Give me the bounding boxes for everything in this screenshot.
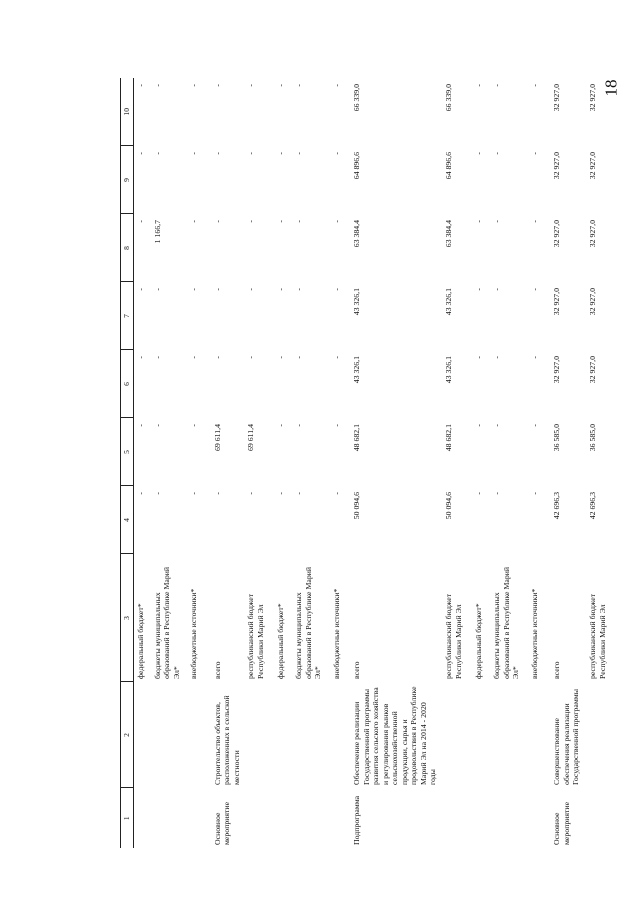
value-cell: - [294, 288, 303, 291]
value-cell: 50 094,6 [352, 492, 361, 520]
funding-source-cell: внебюджетные источники* [530, 588, 539, 679]
row-description-cell [586, 682, 616, 788]
table-row [292, 78, 330, 848]
row-category-cell: Основное мероприятие [212, 801, 231, 845]
funding-source-cell: федеральный бюджет* [474, 603, 483, 679]
value-cell: 32 927,0 [588, 84, 597, 112]
value-cell: - [492, 424, 501, 427]
column-header: 5 [121, 418, 134, 486]
value-cell: - [332, 220, 341, 223]
page-number: 18 [601, 79, 621, 97]
row-category-cell [274, 788, 292, 848]
value-cell: 64 896,6 [352, 152, 361, 180]
value-cell: - [136, 288, 145, 291]
funding-table [120, 78, 616, 848]
value-cell: - [294, 152, 303, 155]
value-cell: 50 094,6 [444, 492, 453, 520]
value-cell: - [474, 220, 483, 223]
value-cell: - [530, 220, 539, 223]
value-cell: - [492, 220, 501, 223]
table-row [490, 78, 528, 848]
value-cell: 48 682,1 [352, 424, 361, 452]
value-cell: - [188, 424, 198, 427]
value-cell: - [276, 84, 285, 87]
table-row [151, 78, 187, 848]
value-cell: 43 326,1 [444, 356, 453, 384]
value-cell: 32 927,0 [552, 152, 561, 180]
value-cell: - [136, 84, 145, 87]
table-row [528, 78, 550, 848]
row-category-cell [134, 788, 151, 848]
column-header: 9 [121, 146, 134, 214]
value-cell: - [474, 492, 483, 495]
value-cell: - [246, 492, 255, 495]
value-cell: - [276, 152, 285, 155]
value-cell: - [474, 288, 483, 291]
column-header: 3 [121, 554, 134, 682]
row-description-cell [274, 682, 292, 788]
value-cell: - [332, 84, 341, 87]
value-cell: - [152, 152, 162, 155]
value-cell: - [276, 356, 285, 359]
value-cell: - [136, 220, 145, 223]
column-header: 8 [121, 214, 134, 282]
value-cell: 64 896,6 [444, 152, 453, 180]
row-category-cell [472, 788, 490, 848]
value-cell: - [212, 152, 222, 155]
row-category-cell [586, 788, 616, 848]
table-row [350, 78, 442, 848]
value-cell: - [152, 288, 162, 291]
value-cell: - [492, 84, 501, 87]
value-cell: 63 384,4 [352, 220, 361, 248]
value-cell: 42 696,3 [588, 492, 597, 520]
row-description-cell [244, 682, 274, 788]
value-cell: 32 927,0 [588, 152, 597, 180]
value-cell: 43 326,1 [444, 288, 453, 316]
row-description-cell [292, 682, 330, 788]
value-cell: - [492, 356, 501, 359]
value-cell: - [530, 84, 539, 87]
value-cell: - [492, 492, 501, 495]
value-cell: 32 927,0 [552, 84, 561, 112]
value-cell: - [530, 492, 539, 495]
value-cell: - [276, 288, 285, 291]
value-cell: - [492, 152, 501, 155]
value-cell: 69 611,4 [212, 424, 222, 451]
value-cell: - [246, 288, 255, 291]
value-cell: - [332, 288, 341, 291]
column-header: 7 [121, 282, 134, 350]
value-cell: - [136, 152, 145, 155]
table-row [330, 78, 350, 848]
value-cell: - [474, 356, 483, 359]
value-cell: 66 339,0 [352, 84, 361, 112]
value-cell: - [492, 288, 501, 291]
column-header: 6 [121, 350, 134, 418]
column-header: 4 [121, 486, 134, 554]
value-cell: - [188, 356, 198, 359]
funding-source-cell: бюджеты муниципальных образований в Республике Марий Эл* [152, 566, 181, 679]
value-cell: - [294, 356, 303, 359]
value-cell: 36 585,0 [552, 424, 561, 452]
value-cell: - [152, 84, 162, 87]
value-cell: - [212, 492, 222, 495]
value-cell: - [474, 84, 483, 87]
funding-source-cell: всего [212, 661, 222, 679]
funding-source-cell: республиканский бюджет Республики Марий Эл [444, 593, 463, 679]
value-cell: 32 927,0 [552, 356, 561, 384]
value-cell: - [212, 220, 222, 223]
row-description-cell [134, 682, 151, 788]
column-header: 1 [121, 788, 134, 848]
value-cell: - [188, 220, 198, 223]
value-cell: - [294, 220, 303, 223]
value-cell: - [530, 288, 539, 291]
value-cell: - [246, 356, 255, 359]
funding-source-cell: всего [352, 661, 361, 679]
row-category-cell [528, 788, 550, 848]
table-row [211, 78, 245, 848]
value-cell: - [212, 356, 222, 359]
value-cell: - [332, 492, 341, 495]
value-cell: - [188, 288, 198, 291]
funding-source-cell: республиканский бюджет Республики Марий Эл [588, 593, 607, 679]
table-row [244, 78, 274, 848]
value-cell: - [276, 492, 285, 495]
value-cell: - [152, 356, 162, 359]
row-category-cell [187, 788, 211, 848]
table-row [586, 78, 616, 848]
row-category-cell [244, 788, 274, 848]
value-cell: - [530, 424, 539, 427]
row-description-cell [442, 682, 472, 788]
value-cell: 32 927,0 [552, 220, 561, 248]
table-row [187, 78, 211, 848]
value-cell: - [212, 288, 222, 291]
value-cell: 48 682,1 [444, 424, 453, 452]
funding-source-cell: республиканский бюджет Республики Марий Эл [246, 593, 265, 679]
table-row [472, 78, 490, 848]
funding-source-cell: федеральный бюджет* [276, 603, 285, 679]
row-description-cell [151, 682, 187, 788]
row-category-cell [330, 788, 350, 848]
value-cell: - [136, 356, 145, 359]
value-cell: - [332, 152, 341, 155]
value-cell: 1 166,7 [152, 220, 162, 244]
value-cell: - [152, 492, 162, 495]
row-description-cell [472, 682, 490, 788]
row-category-cell [490, 788, 528, 848]
funding-source-cell: внебюджетные источники* [188, 588, 198, 679]
column-header: 2 [121, 682, 134, 788]
value-cell: - [136, 424, 145, 427]
row-description-cell [330, 682, 350, 788]
row-category-cell [442, 788, 472, 848]
value-cell: - [246, 84, 255, 87]
table-row [274, 78, 292, 848]
value-cell: - [188, 84, 198, 87]
value-cell: - [332, 424, 341, 427]
value-cell: - [188, 492, 198, 495]
row-description-cell: Обеспечение реализации Государственной программы развития сельского хозяйства и регулирования рынков сельскохозяйственной продукции, сырья и продовольствия в Республике Марий Эл на 2014 - 2020 годы [352, 686, 437, 785]
value-cell: 32 927,0 [588, 220, 597, 248]
header-row [121, 78, 134, 848]
value-cell: 66 339,0 [444, 84, 453, 112]
rotated-page [120, 80, 610, 848]
row-category-cell [151, 788, 187, 848]
row-description-cell [490, 682, 528, 788]
value-cell: 32 927,0 [552, 288, 561, 316]
value-cell: 32 927,0 [588, 356, 597, 384]
value-cell: 63 384,4 [444, 220, 453, 248]
row-category-cell: Подпрограмма [352, 795, 361, 845]
value-cell: - [530, 152, 539, 155]
funding-source-cell: бюджеты муниципальных образований в Республике Марий Эл* [294, 566, 322, 679]
value-cell: - [294, 84, 303, 87]
row-category-cell: Основное мероприятие [552, 801, 571, 845]
funding-source-cell: всего [552, 661, 561, 679]
table-row [134, 78, 151, 848]
row-description-cell [528, 682, 550, 788]
value-cell: 32 927,0 [588, 288, 597, 316]
value-cell: 43 326,1 [352, 356, 361, 384]
value-cell: - [152, 424, 162, 427]
value-cell: 43 326,1 [352, 288, 361, 316]
funding-source-cell: бюджеты муниципальных образований в Республике Марий Эл* [492, 566, 520, 679]
value-cell: - [294, 424, 303, 427]
table-row [442, 78, 472, 848]
value-cell: - [474, 424, 483, 427]
value-cell: - [136, 492, 145, 495]
value-cell: - [212, 84, 222, 87]
funding-source-cell: федеральный бюджет* [136, 603, 145, 679]
value-cell: 69 611,4 [246, 424, 255, 451]
table-body [134, 78, 617, 848]
row-category-cell [292, 788, 330, 848]
value-cell: 42 696,3 [552, 492, 561, 520]
funding-source-cell: внебюджетные источники* [332, 588, 341, 679]
value-cell: - [246, 152, 255, 155]
row-description-cell: Совершенствование обеспечения реализации Государственной программы [552, 689, 580, 785]
value-cell: 36 585,0 [588, 424, 597, 452]
value-cell: - [474, 152, 483, 155]
value-cell: - [188, 152, 198, 155]
value-cell: - [332, 356, 341, 359]
row-description-cell [187, 682, 211, 788]
table-row [550, 78, 586, 848]
value-cell: - [276, 220, 285, 223]
value-cell: - [246, 220, 255, 223]
value-cell: - [530, 356, 539, 359]
value-cell: - [276, 424, 285, 427]
column-header: 10 [121, 78, 134, 146]
row-description-cell: Строительство объектов, расположенных в сельской местности [212, 695, 241, 785]
value-cell: - [294, 492, 303, 495]
